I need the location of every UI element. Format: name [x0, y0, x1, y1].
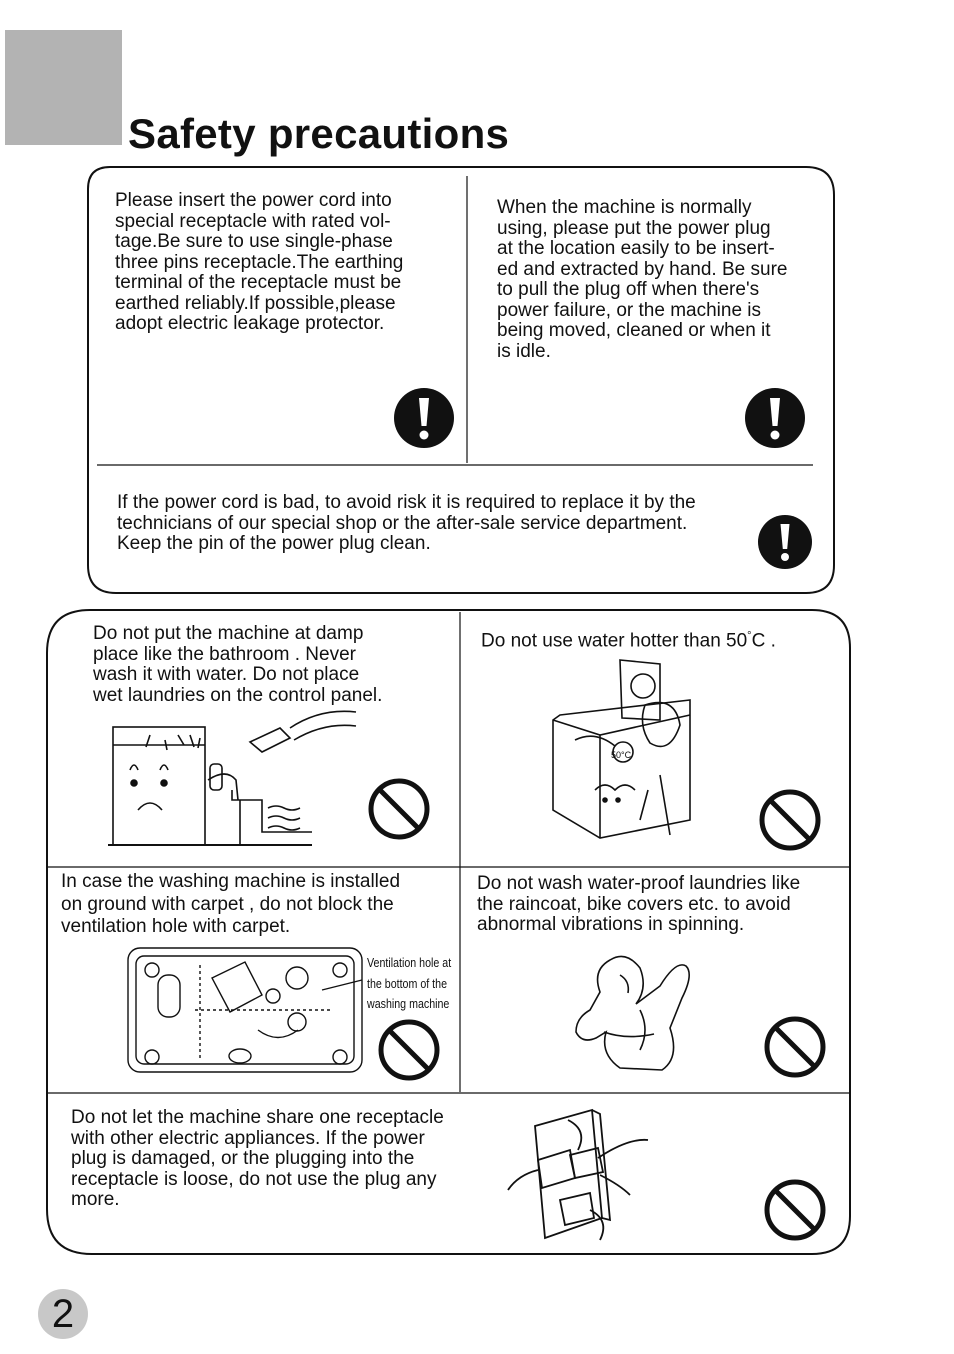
machine-bottom-illustration: [128, 948, 362, 1072]
exclamation-circle-icon: [745, 388, 805, 448]
prohibition-circle-icon: [762, 792, 818, 848]
degree-symbol: °: [747, 630, 752, 642]
power-plug-location-text: When the machine is normally using, please put the power plug at the location easily to be insert- ed and extracted by hand. Be sure to pull the plug off when there's power failure, or the machine is being moved, cleaned or when it is idle.: [497, 197, 788, 362]
page-title: Safety precautions: [128, 110, 510, 157]
carpet-ventilation-text: In case the washing machine is installed on ground with carpet , do not block the ventilation hole with carpet.: [61, 871, 401, 937]
machine-spray-illustration: [108, 711, 356, 845]
exclamation-circle-icon: [758, 515, 812, 569]
hot-water-text-main: Do not use water hotter than 50: [481, 630, 748, 652]
damaged-power-cord-text: If the power cord is bad, to avoid risk it is required to replace it by the technicians of our special shop or the after-sale service department. Keep the pin of the power plug clean.: [117, 492, 696, 554]
hot-water-text-unit: C .: [751, 630, 776, 652]
page-number: 2: [38, 1289, 88, 1339]
exclamation-circle-icon: [394, 388, 454, 448]
damp-place-text: Do not put the machine at damp place like the bathroom . Never wash it with water. Do not place wet laundries on the control panel.: [93, 623, 383, 706]
power-cord-receptacle-text: Please insert the power cord into special receptacle with rated vol- tage.Be sure to use single-phase three pins receptacle.The earthing terminal of the receptacle must be earthed reliably.If possible,please adopt electric leakage protector.: [115, 190, 404, 334]
shared-receptacle-text: Do not let the machine share one receptacle with other electric appliances. If the power plug is damaged, or the plugging into the receptacle is loose, do not use the plug any more.: [71, 1107, 444, 1210]
prohibition-circle-icon: [381, 1022, 437, 1078]
ventilation-hole-caption: Ventilation hole at the bottom of the washing machine: [367, 955, 452, 1011]
prohibition-circle-icon: [371, 781, 427, 837]
hot-water-text: [481, 626, 776, 652]
temperature-label: 50°C: [611, 750, 632, 760]
prohibition-circle-icon: [767, 1019, 823, 1075]
prohibition-circle-icon: [767, 1182, 823, 1238]
hot-water-machine-illustration: [553, 660, 690, 838]
raincoat-illustration: [576, 956, 689, 1070]
waterproof-laundry-text: Do not wash water-proof laundries like the raincoat, bike covers etc. to avoid abnormal vibrations in spinning.: [477, 873, 801, 935]
overloaded-socket-illustration: [508, 1110, 648, 1240]
